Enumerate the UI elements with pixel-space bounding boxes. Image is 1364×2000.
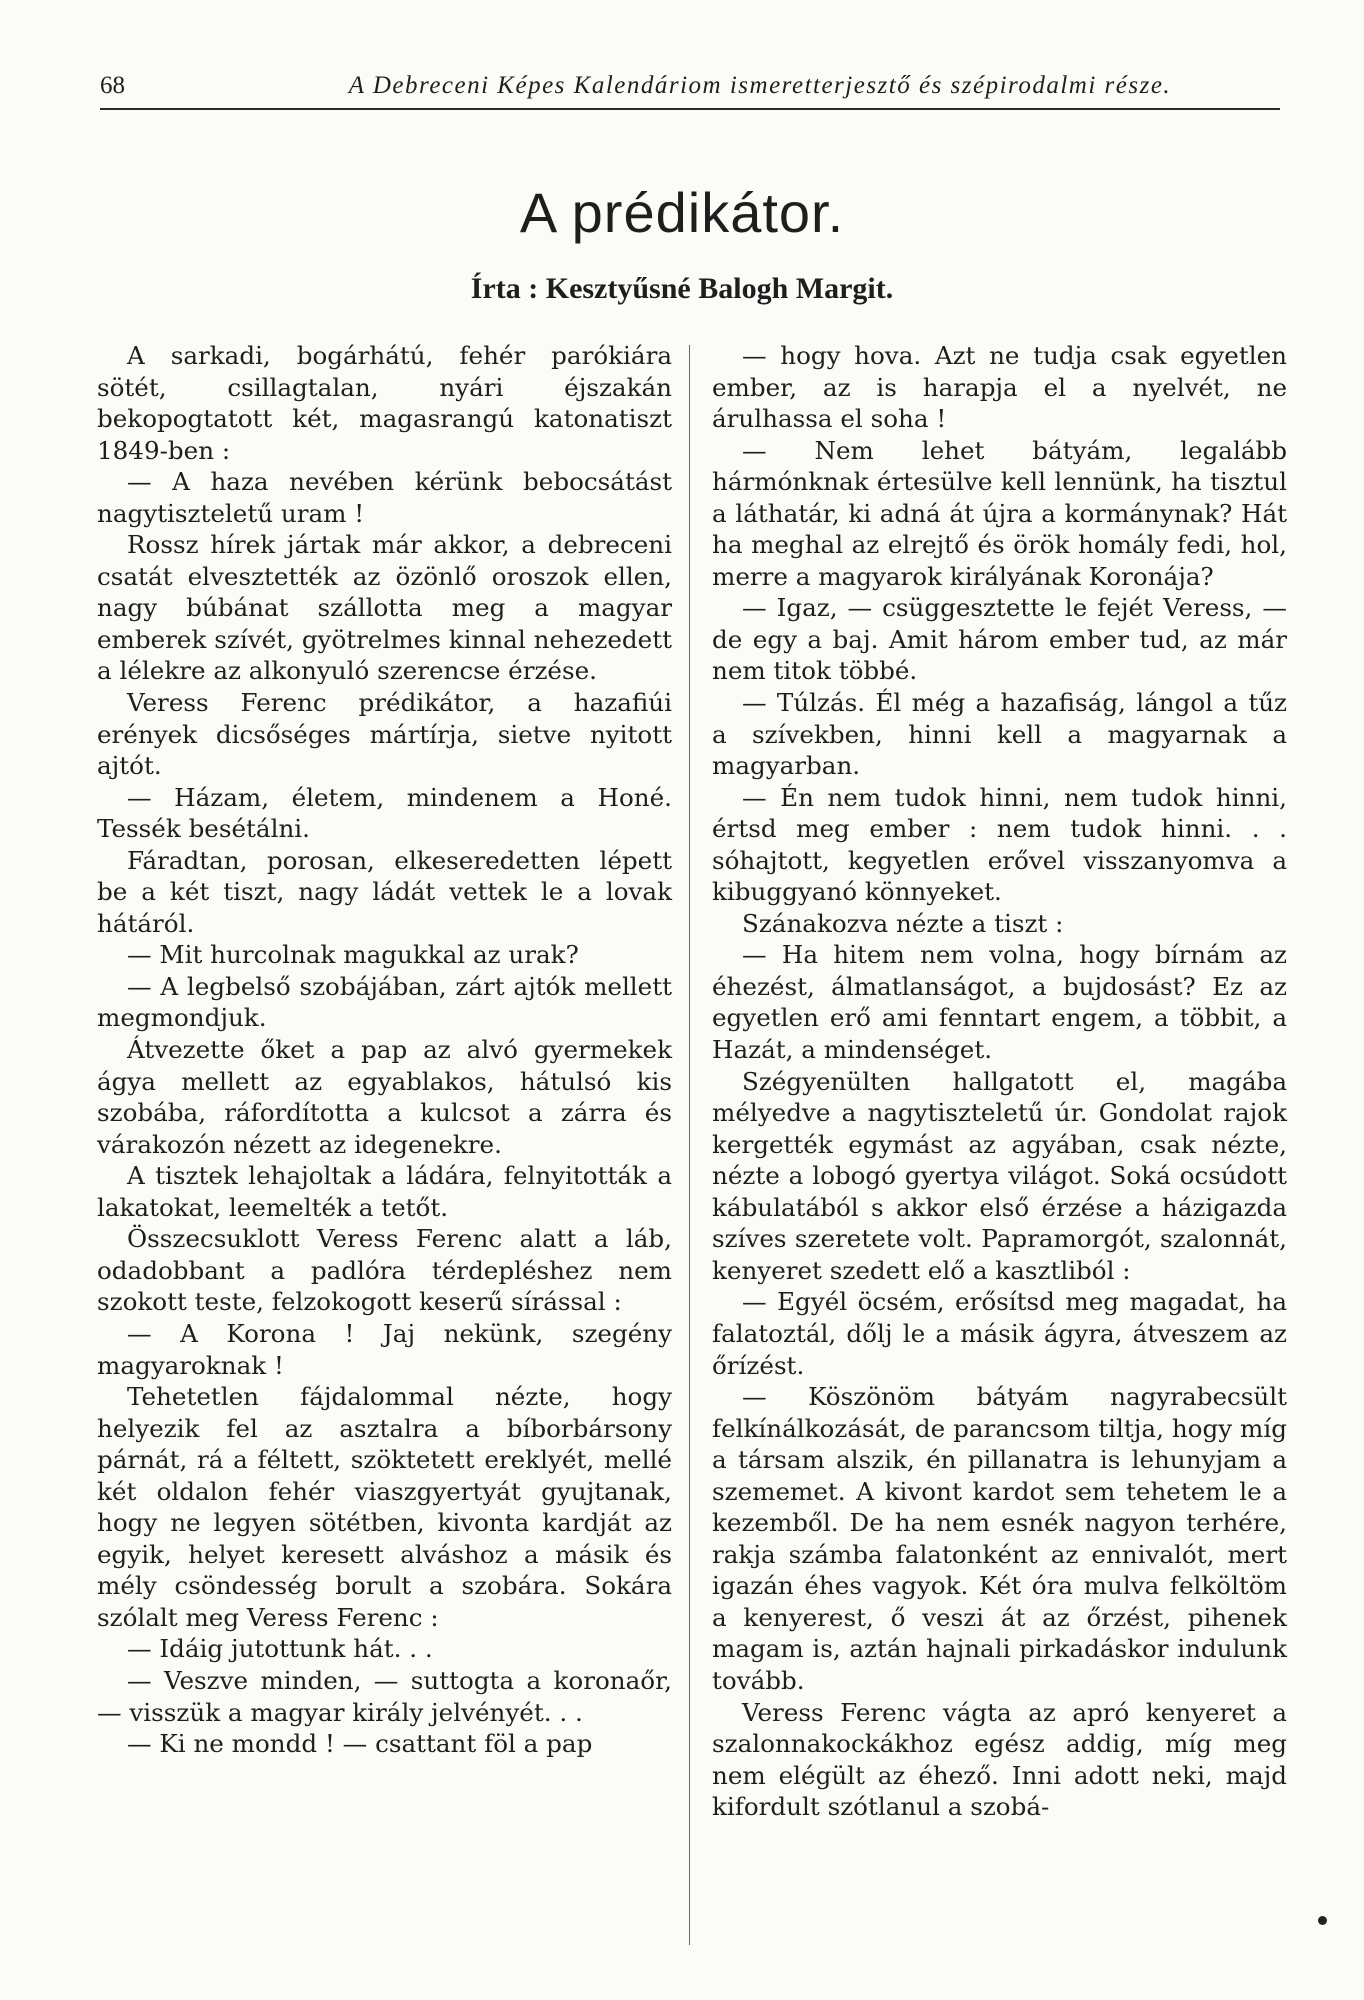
running-title: A Debreceni Képes Kalendáriom ismeretterjesztő és szépirodalmi része.: [348, 72, 1172, 99]
paragraph: — Egyél öcsém, erősítsd meg magadat, ha falatoztál, dőlj le a másik ágyra, átveszem az őrízést.: [712, 1287, 1287, 1380]
paragraph: — Ki ne mondd ! — csattant föl a pap: [127, 1729, 593, 1759]
paragraph: Veress Ferenc vágta az apró kenyeret a szalonnakockákhoz egész addig, míg meg nem elégült az éhező. Inni adott neki, majd kifordult szótlanul a szobá-: [712, 1697, 1287, 1822]
right-column: [712, 340, 1287, 1823]
paragraph: — Mit hurcolnak magukkal az urak?: [127, 940, 579, 970]
paragraph: — Ha hitem nem volna, hogy bírnám az éhezést, álmatlanságot, a bujdosást? Ez az egyetlen erő ami fenntart engem, a többit, a Hazát, a mindenséget.: [712, 940, 1287, 1065]
paragraph: Szánakozva nézte a tiszt :: [742, 908, 1064, 938]
margin-dot: [1318, 1916, 1327, 1925]
paragraph: Veress Ferenc prédikátor, a hazafiúi erények dicsőséges mártírja, sietve nyitott ajtót.: [97, 688, 672, 781]
paragraph: — Igaz, — csüggesztette le fejét Veress, — de egy a baj. Amit három ember tud, az már nem titok többé.: [712, 593, 1287, 686]
paragraph: — Én nem tudok hinni, nem tudok hinni, értsd meg ember : nem tudok hinni. . . sóhajtott, kegyetlen erővel visszanyomva a kibuggyanó könnyeket.: [712, 782, 1287, 907]
left-column: [97, 340, 672, 1760]
paragraph: — Idáig jutottunk hát. . .: [127, 1634, 433, 1664]
page-number: 68: [100, 72, 125, 99]
paragraph: — Túlzás. Él még a hazafiság, lángol a tűz a szívekben, hinni kell a magyarnak a magyarban.: [712, 688, 1287, 781]
paragraph: — A legbelső szobájában, zárt ajtók mellett megmondjuk.: [97, 971, 672, 1033]
paragraph: — Veszve minden, — suttogta a koronaőr, — visszük a magyar király jelvényét. . .: [97, 1665, 672, 1727]
running-header: [100, 68, 1280, 110]
paragraph: — Nem lehet bátyám, legalább hármónknak értesülve kell lennünk, ha tisztul a láthatár, ki adná át újra a kormánynak? Hát ha meghal az elrejtő és örök homály fedi, hol, merre a magyarok királyának Koronája?: [712, 435, 1287, 591]
paragraph: — Házam, életem, mindenem a Honé. Tessék besétálni.: [97, 782, 672, 844]
paragraph: — Köszönöm bátyám nagyrabecsült felkínálkozását, de parancsom tiltja, hogy míg a társam alszik, én pillanatra is lehunyjam a szememet. A kivont kardot sem tehetem le a kezemből. De ha nem esnék nagyon terhére, rakja számba falatonként az ennivalót, mert igazán éhes vagyok. Két óra mulva felköltöm a kenyerest, ő veszi át az őrzést, pihenek magam is, aztán hajnali pirkadáskor indulunk tovább.: [712, 1382, 1287, 1695]
paragraph: A tisztek lehajoltak a ládára, felnyitották a lakatokat, leemelték a tetőt.: [97, 1161, 672, 1222]
paragraph: Fáradtan, porosan, elkeseredetten lépett be a két tiszt, nagy ládát vettek le a lovak hátáról.: [97, 845, 672, 938]
paragraph: Rossz hírek jártak már akkor, a debreceni csatát elvesztették az özönlő oroszok ellen, nagy búbánat szállotta meg a magyar emberek szívét, gyötrelmes kinnal nehezedett a lélekre az alkonyuló szerencse érzése.: [97, 530, 672, 686]
paragraph: Összecsuklott Veress Ferenc alatt a láb, odadobbant a padlóra térdepléshez nem szokott teste, felzokogott keserű sírással :: [97, 1224, 672, 1317]
paragraph: Átvezette őket a pap az alvó gyermekek ágya mellett az egyablakos, hátulsó kis szobába, ráfordította a kulcsot a zárra és várakozón nézett az idegenekre.: [97, 1035, 672, 1159]
article-byline: Írta : Kesztyűsné Balogh Margit.: [470, 272, 894, 305]
paragraph: A sarkadi, bogárhátú, fehér parókiára sötét, csillagtalan, nyári éjszakán bekopogtatott két, magasrangú katonatiszt 1849-ben :: [97, 341, 672, 465]
paragraph: Tehetetlen fájdalommal nézte, hogy helyezik fel az asztalra a bíborbársony párnát, rá a féltett, szöktetett ereklyét, mellé két oldalon fehér viaszgyertyát gyujtanak, hogy ne legyen sötétben, kivonta kardját az egyik, helyet keresett alváshoz a másik és mély csöndesség borult a szobára. Sokára szólalt meg Veress Ferenc :: [97, 1382, 672, 1632]
paragraph: Szégyenülten hallgatott el, magába mélyedve a nagytiszteletű úr. Gondolat rajok kergették egymást az agyában, csak nézte, nézte a lobogó gyertya világot. Soká ocsúdott kábulatából s akkor első érzése a házigazda szíves szeretete volt. Papramorgót, szalonnát, kenyeret szedett elő a kasztliból :: [712, 1066, 1287, 1285]
article-title: A prédikátor.: [519, 181, 845, 244]
paragraph: — A haza nevében kérünk bebocsátást nagytiszteletű uram !: [97, 467, 672, 528]
paragraph: — A Korona ! Jaj nekünk, szegény magyaroknak !: [97, 1318, 672, 1380]
paragraph: — hogy hova. Azt ne tudja csak egyetlen ember, az is harapja el a nyelvét, ne árulhassa el soha !: [712, 341, 1287, 434]
column-divider: [689, 345, 690, 1945]
